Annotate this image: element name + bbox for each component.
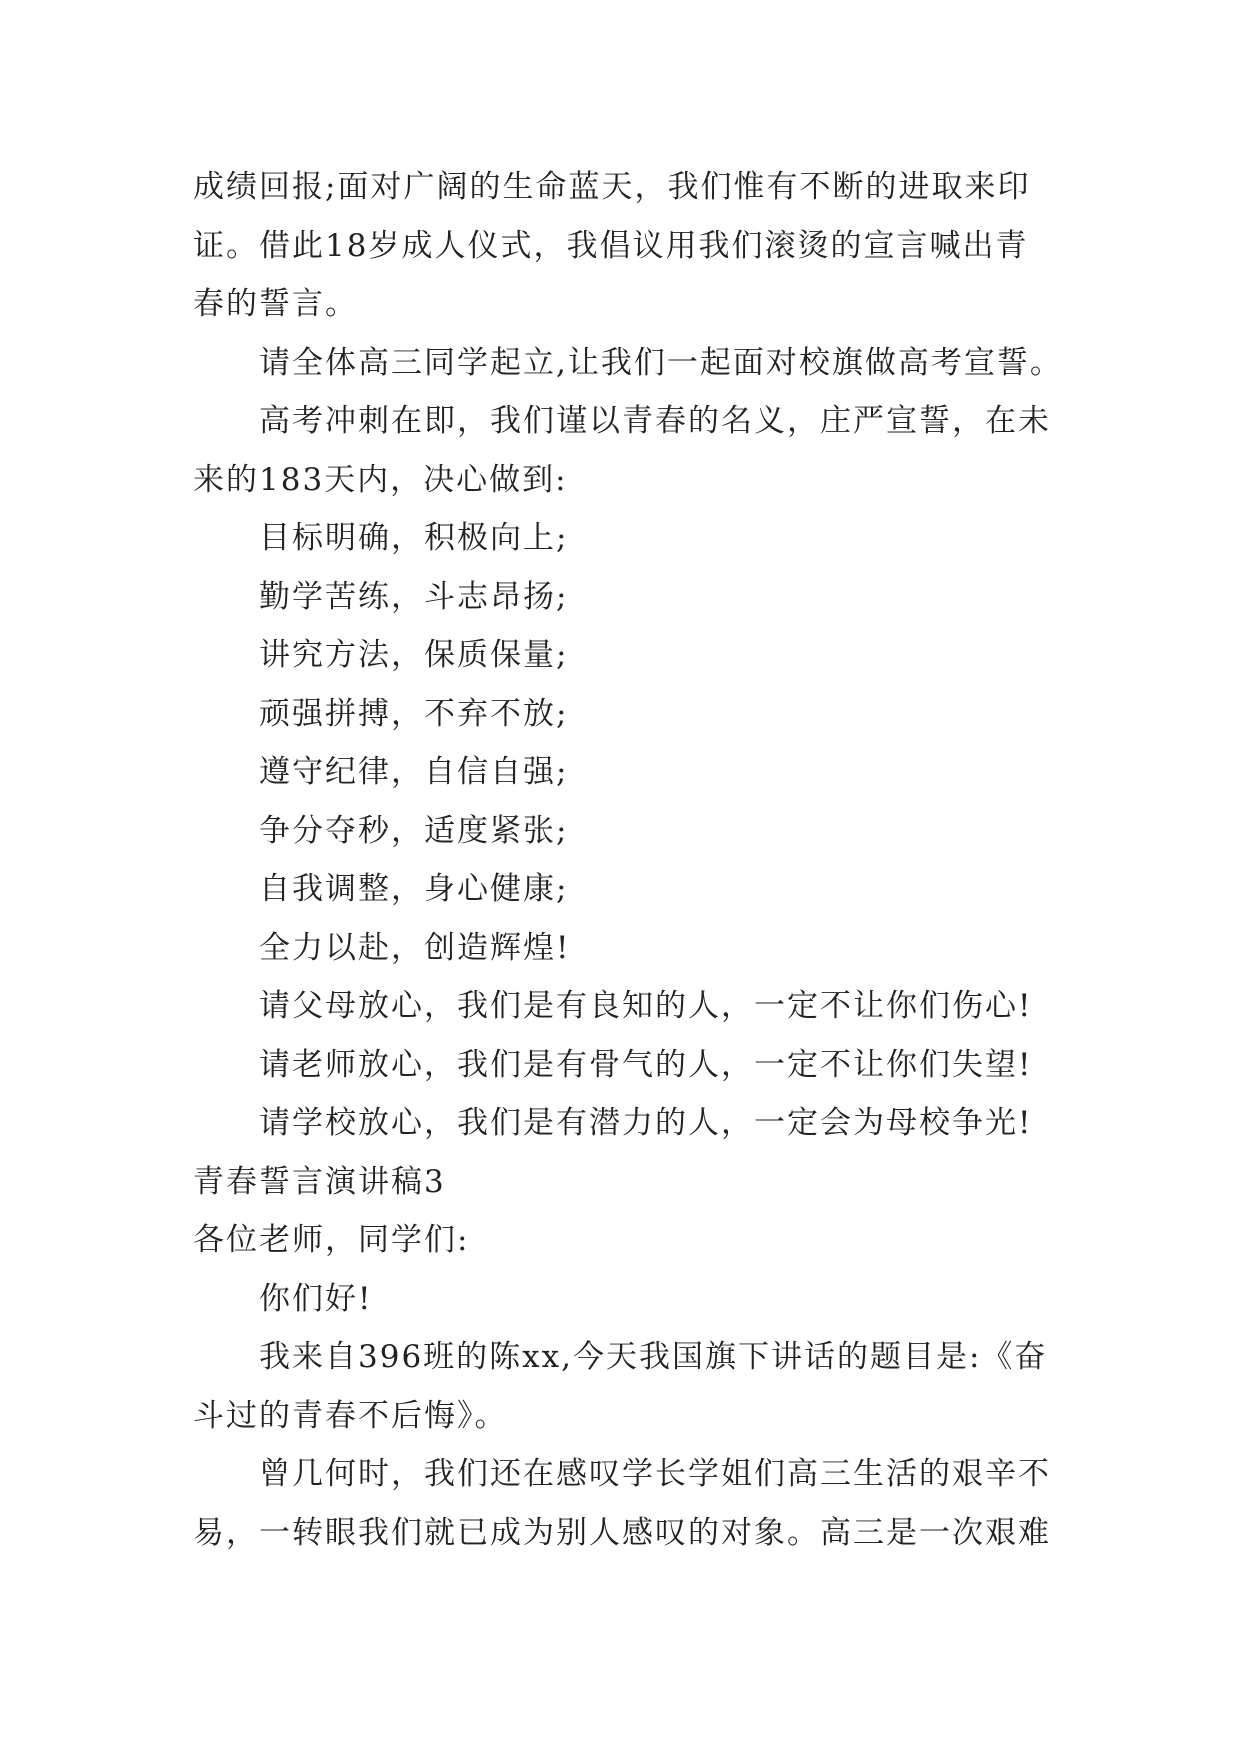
paragraph-stand-up: 请全体高三同学起立,让我们一起面对校旗做高考宣誓。 <box>259 344 1063 381</box>
promise-school: 请学校放心，我们是有潜力的人，一定会为母校争光! <box>259 1105 1033 1141</box>
paragraph-18-ceremony: 成绩回报;面对广阔的生命蓝天，我们惟有不断的进取来印证。借此18岁成人仪式，我倡议用我们滚烫的宣言喊出青春的誓言。 <box>193 169 1031 322</box>
paragraph-oath-intro: 高考冲刺在即，我们谨以青春的名义，庄严宣誓，在未来的183天内，决心做到: <box>193 403 1051 498</box>
paragraph-speech-topic: 我来自396班的陈xx,今天我国旗下讲话的题目是:《奋斗过的青春不后悔》。 <box>193 1339 1048 1434</box>
oath-line-8: 全力以赴，创造辉煌! <box>259 929 571 966</box>
section-title: 青春誓言演讲稿3 <box>193 1163 446 1200</box>
greeting: 你们好! <box>259 1280 373 1317</box>
oath-line-1: 目标明确，积极向上; <box>259 520 569 556</box>
promise-parents: 请父母放心，我们是有良知的人，一定不让你们伤心! <box>259 988 1033 1024</box>
oath-line-5: 遵守纪律，自信自强; <box>259 754 569 790</box>
oath-line-2: 勤学苦练，斗志昂扬; <box>259 578 569 615</box>
oath-line-7: 自我调整，身心健康; <box>259 871 569 907</box>
oath-line-6: 争分夺秒，适度紧张; <box>259 812 569 849</box>
paragraph-senior-year: 曾几何时，我们还在感叹学长学姐们高三生活的艰辛不易，一转眼我们就已成为别人感叹的对象。高三是一次艰难 <box>193 1456 1051 1551</box>
oath-line-4: 顽强拼搏，不弃不放; <box>259 695 569 732</box>
salutation: 各位老师，同学们: <box>193 1222 470 1258</box>
promise-teachers: 请老师放心，我们是有骨气的人，一定不让你们失望! <box>259 1046 1033 1083</box>
document-body <box>193 158 1063 1562</box>
oath-line-3: 讲究方法，保质保量; <box>259 637 569 673</box>
